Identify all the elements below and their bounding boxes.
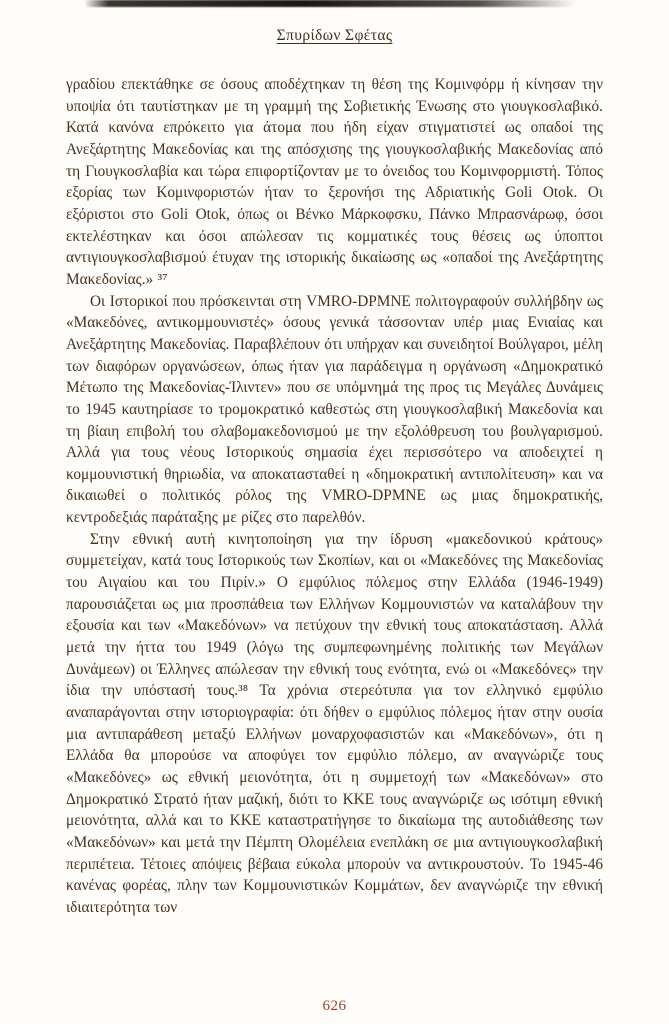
page-body (66, 74, 603, 919)
paragraph-3: Στην εθνική αυτή κινητοποίηση για την ίδρυση «μακεδονικού κράτους» συμμετείχαν, κατά τους Ιστορικούς των Σκοπίων, και οι «Μακεδόνες της Μακεδονίας του Αιγαίου και του Πιρίν.» Ο εμφύλιος πόλεμος στην Ελλάδα (1946-1949) παρουσιάζεται ως μια προσπάθεια των Ελλήνων Κομμουνιστών να καταλάβουν την εξουσία και των «Μακεδόνων» να πετύχουν την εθνική τους αποκατάσταση. Αλλά μετά την ήττα του 1949 (λόγω της συμπεφωνημένης πολιτικής των Μεγάλων Δυνάμεων) οι Έλληνες απώλεσαν την εθνική τους ενότητα, ενώ οι «Μακεδόνες» την ίδια την υπόστασή τους.³⁸ Τα χρόνια στερεότυπα για τον ελληνικό εμφύλιο αναπαράγονται στην ιστοριογραφία: ότι δήθεν ο εμφύλιος πόλεμος ήταν στην ουσία μια αντιπαράθεση μεταξύ Ελλήνων μοναρχοφασιστών και «Μακεδόνων», ότι η Ελλάδα θα μπορούσε να αποφύγει τον εμφύλιο πόλεμο, αν αναγνώριζε τους «Μακεδόνες» ως εθνική μειονότητα, ότι η συμμετοχή των «Μακεδόνων» στο Δημοκρατικό Στρατό ήταν μαζική, διότι το ΚΚΕ τους αναγνώριζε ως ισότιμη εθνική μειονότητα, αλλά και το ΚΚΕ καταστρατήγησε το δικαίωμα της αυτοδιάθεσης των «Μακεδόνων» και μετά την Πέμπτη Ολομέλεια ενεπλάκη σε μια αντιγιουγκοσλαβική περιπέτεια. Τέτοιες απόψεις βέβαια εύκολα μπορούν να αντικρουστούν. Το 1945-46 κανένας φορέας, πλην των Κομμουνιστικών Κομμάτων, δεν αναγνώριζε την εθνική ιδιαιτερότητα των (66, 530, 603, 916)
paragraph-2: Οι Ιστορικοί που πρόσκεινται στη VMRO-DPMNE πολιτογραφούν συλλήβδην ως «Μακεδόνες, αντικομμουνιστές» όσους γενικά τάσσονταν υπέρ μιας Ενιαίας και Ανεξάρτητης Μακεδονίας. Παραβλέπουν ότι υπήρχαν και συνειδητοί Βούλγαροι, μέλη των διαφόρων οργανώσεων, όπως ήταν για παράδειγμα η οργάνωση «Δημοκρατικό Μέτωπο της Μακεδονίας-Ίλιντεν» που σε υπόμνημά της προς τις Μεγάλες Δυνάμεις το 1945 καυτηρίασε το τρομοκρατικό καθεστώς στη γιουγκοσλαβική Μακεδονία και τη βίαιη επιβολή του σλαβομακεδονισμού με την εξολόθρευση του βουλγαρισμού. Αλλά για τους νέους Ιστορικούς σημασία έχει περισσότερο να αποδειχτεί η κομμουνιστική θηριωδία, να αποκατασταθεί η «δημοκρατική αντιπολίτευση» και να δικαιωθεί ο πολιτικός ρόλος της VMRO-DPMNE ως μιας δημοκρατικής, κεντροδεξιάς παράταξης με ρίζες στο παρελθόν. (66, 292, 603, 527)
page-number: 626 (322, 998, 347, 1014)
running-head-author: Σπυρίδων Σφέτας (276, 27, 393, 44)
scan-artifact-top (84, 0, 576, 7)
page-footer (0, 997, 669, 1015)
paragraph-1: γραδίου επεκτάθηκε σε όσους αποδέχτηκαν τη θέση της Κομινφόρμ ή κίνησαν την υποψία ότι ταυτίστηκαν με τη γραμμή της Σοβιετικής Ένωσης στο γιουγκοσλαβικό. Κατά κανόνα επρόκειτο για άτομα που ήδη είχαν στιγματιστεί ως οπαδοί της Ανεξάρτητης Μακεδονίας και της απόσχισης της γιουγκοσλαβικής Μακεδονίας από τη Γιουγκοσλαβία και τώρα επιφορτίζονταν με το όνειδος του Κομινφορμιστή. Τόπος εξορίας των Κομινφοριστών ήταν το ξερονήσι της Αδριατικής Goli Otok. Οι εξόριστοι στο Goli Otok, όπως οι Βένκο Μάρκοφσκυ, Πάνκο Μπρασνάρωφ, όσοι εκτελέστηκαν και όσοι απώλεσαν τις κομματικές τους θέσεις ως ύποπτοι αντιγιουγκοσλαβισμού έτυχαν της ιστορικής δικαίωσης ως «οπαδοί της Ανεξάρτητης Μακεδονίας.» ³⁷ (66, 76, 603, 288)
running-head (0, 27, 669, 45)
